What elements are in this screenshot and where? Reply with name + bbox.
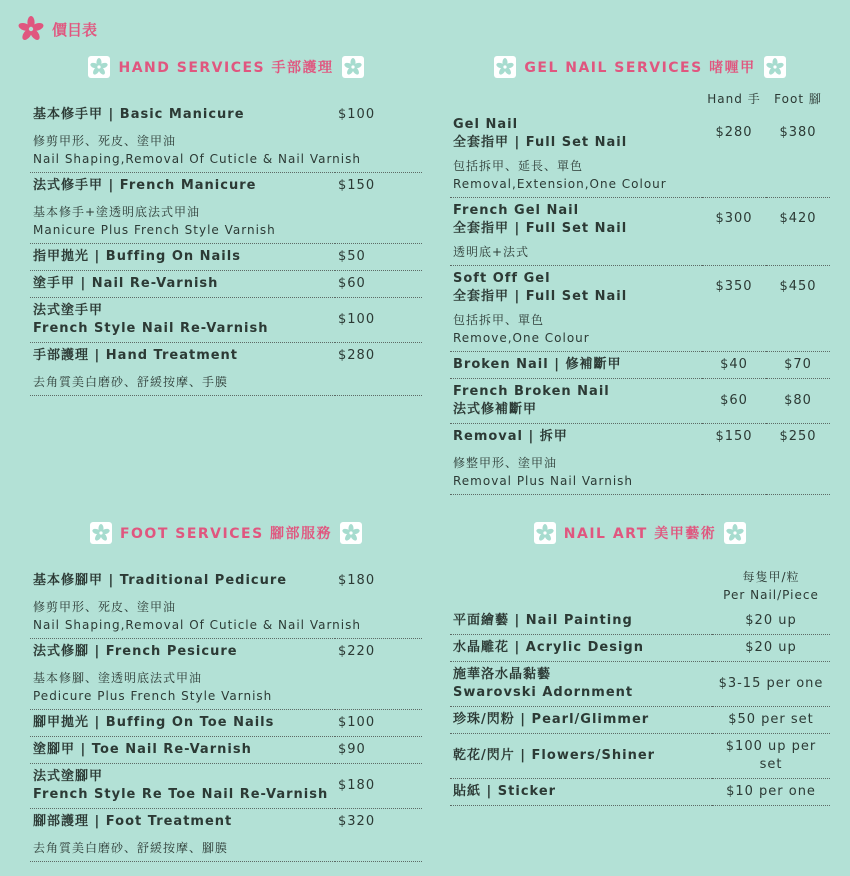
service-name: 手部護理 | Hand Treatment [33,348,239,363]
art-price-line1: $100 up per [725,739,817,754]
price-hand: $40 [720,357,748,372]
service-desc-zh: 修剪甲形、死皮、塗甲油 [33,134,177,148]
art-name: 平面繪藝 | Nail Painting [453,613,633,628]
service-name: 法式修腳 | French Pesicure [33,644,238,659]
service-price: $320 [338,814,376,829]
art-name: 施華洛水晶黏藝 [453,667,552,682]
service-name: 腳甲拋光 | Buffing On Toe Nails [33,715,275,730]
section-heading [450,54,830,80]
service-desc-zh: 基本修腳、塗透明底法式甲油 [33,671,203,685]
service-price: $90 [338,742,366,757]
art-price: $20 up [745,613,797,628]
price-hand: $280 [715,125,753,140]
service-desc-en: Removal Plus Nail Varnish [453,474,634,488]
service-price: $180 [338,573,376,588]
price-hand: $350 [715,278,753,294]
service-desc-zh: 去角質美白磨砂、舒緩按摩、腳膜 [33,841,229,855]
art-name: 水晶雕花 | Acrylic Design [453,640,644,655]
service-name: 法式塗手甲 [33,303,104,318]
flower-icon [18,16,44,42]
flower-icon [724,522,746,544]
price-hand: $150 [715,429,753,444]
service-name: 法式塗腳甲 [33,769,104,784]
service-name-en: French Style Nail Re-Varnish [33,321,269,336]
art-name: 乾花/閃片 | Flowers/Shiner [453,748,656,763]
art-price: $20 up [745,640,797,655]
art-price-line2: set [759,757,783,772]
service-desc-en: Remove,One Colour [453,331,590,345]
service-name: 腳部護理 | Foot Treatment [33,814,233,829]
column-per-nail-zh: 每隻甲/粒 [742,570,800,584]
flower-icon [88,56,110,78]
service-desc-en: Pedicure Plus French Style Varnish [33,689,273,703]
flower-icon [764,56,786,78]
price-foot: $250 [779,429,817,444]
flower-icon [534,522,556,544]
service-price: $60 [338,276,366,291]
service-desc-en: Manicure Plus French Style Varnish [33,223,276,237]
column-per-nail [712,564,830,608]
section-heading [30,520,422,546]
service-name: 指甲拋光 | Buffing On Nails [33,249,241,264]
hand-services-table [30,102,422,396]
service-name-sub: 全套指甲 | Full Set Nail [453,135,628,150]
service-name: 塗手甲 | Nail Re-Varnish [33,276,219,291]
section-heading [450,520,830,546]
service-price: $100 [338,715,376,730]
column-hand: Hand 手 [707,92,761,106]
service-desc-zh: 包括拆甲、單色 [453,313,545,327]
service-price: $220 [338,644,376,659]
nail-art-section [450,520,830,806]
foot-services-section [30,520,422,862]
price-foot: $450 [779,278,817,294]
service-desc-en: Nail Shaping,Removal Of Cuticle & Nail Varnish [33,618,361,632]
service-desc-en: Removal,Extension,One Colour [453,177,667,191]
foot-services-table [30,568,422,862]
service-desc-zh: 包括拆甲、延長、單色 [453,159,584,173]
art-name: 貼紙 | Sticker [453,784,557,799]
art-price: $10 per one [726,784,816,799]
gel-services-table [450,86,830,495]
service-name: Gel Nail [453,117,519,132]
flower-icon [342,56,364,78]
price-hand: $60 [720,393,748,408]
service-desc-zh: 修剪甲形、死皮、塗甲油 [33,600,177,614]
section-heading [30,54,422,80]
art-price: $50 per set [728,712,814,727]
service-desc-en: Nail Shaping,Removal Of Cuticle & Nail Varnish [33,152,361,166]
service-name: French Broken Nail [453,384,610,399]
service-name-sub: 法式修補斷甲 [453,402,538,417]
hand-services-heading: HAND SERVICES 手部護理 [118,60,334,76]
service-name: Removal | 拆甲 [453,429,568,444]
service-name: 法式修手甲 | French Manicure [33,178,257,193]
art-name-en: Swarovski Adornment [453,685,634,700]
service-name-sub: 全套指甲 | Full Set Nail [453,221,628,236]
column-per-nail-en: Per Nail/Piece [723,588,819,602]
service-name: French Gel Nail [453,203,580,218]
service-price: $180 [338,778,376,793]
service-name: 塗腳甲 | Toe Nail Re-Varnish [33,742,252,757]
art-name: 珍珠/閃粉 | Pearl/Glimmer [453,712,650,727]
service-name: Soft Off Gel [453,271,551,286]
service-desc-zh: 去角質美白磨砂、舒緩按摩、手膜 [33,375,229,389]
foot-services-heading: FOOT SERVICES 腳部服務 [119,526,333,542]
flower-icon [340,522,362,544]
service-name-sub: 全套指甲 | Full Set Nail [453,289,628,304]
page-title-text: 價目表 [52,20,98,39]
flower-icon [494,56,516,78]
nail-art-heading: NAIL ART 美甲藝術 [563,526,717,542]
gel-services-heading: GEL NAIL SERVICES 啫喱甲 [524,60,756,76]
hand-services-section [30,54,422,396]
service-price: $100 [338,107,376,122]
column-foot: Foot 腳 [774,92,822,106]
service-desc-zh: 修整甲形、塗甲油 [453,456,558,470]
page-title [18,16,97,42]
service-desc-zh: 基本修手+塗透明底法式甲油 [33,205,201,219]
art-price [712,734,830,779]
price-hand: $300 [715,210,753,226]
service-name: 基本修手甲 | Basic Manicure [33,107,245,122]
price-foot: $70 [784,357,812,372]
nail-art-table [450,564,830,806]
service-price: $280 [338,348,376,363]
service-price: $150 [338,178,376,193]
service-price: $100 [338,312,376,327]
price-foot: $80 [784,393,812,408]
price-foot: $380 [779,125,817,140]
service-name: Broken Nail | 修補斷甲 [453,357,622,372]
gel-services-section [450,54,830,495]
service-price: $50 [338,249,366,264]
service-name: 基本修腳甲 | Traditional Pedicure [33,573,288,588]
service-name-en: French Style Re Toe Nail Re-Varnish [33,787,329,802]
price-foot: $420 [779,210,817,226]
art-price: $3-15 per one [718,676,824,691]
service-desc-zh: 透明底+法式 [453,245,530,259]
flower-icon [90,522,112,544]
